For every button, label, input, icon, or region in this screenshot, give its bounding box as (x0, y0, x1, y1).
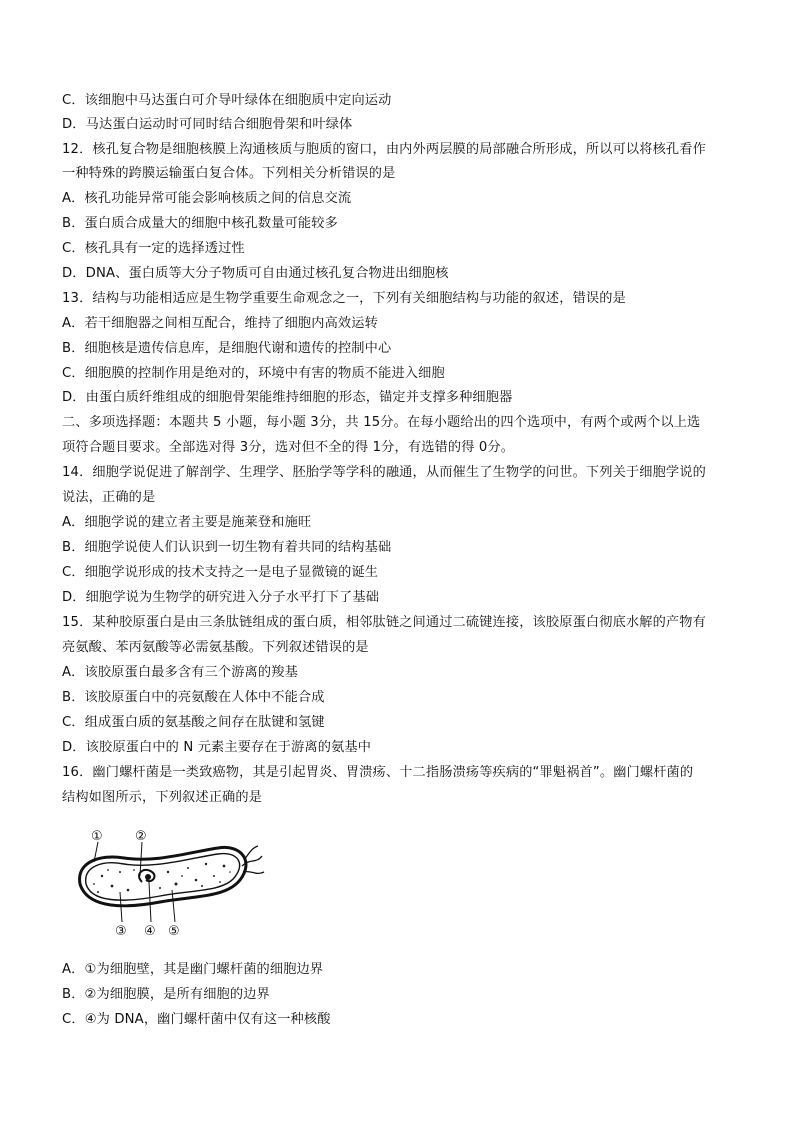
option-12a: A．核孔功能异常可能会影响核质之间的信息交流 (62, 191, 352, 206)
nucleoid-center (145, 874, 151, 880)
option-16c: C．④为 DNA，幽门螺杆菌中仅有这一种核酸 (62, 1012, 331, 1027)
option-13c: C．细胞膜的控制作用是绝对的，环境中有害的物质不能进入细胞 (62, 366, 445, 381)
option-11c: C．该细胞中马达蛋白可介导叶绿体在细胞质中定向运动 (62, 93, 392, 108)
question-12-stem-cont: 一种特殊的跨膜运输蛋白复合体。下列相关分析错误的是 (62, 166, 396, 181)
question-14-stem-cont: 说法，正确的是 (62, 490, 156, 505)
option-14a: A．细胞学说的建立者主要是施莱登和施旺 (62, 515, 312, 530)
label-5: ⑤ (168, 924, 180, 938)
question-15-stem: 15．某种胶原蛋白是由三条肽链组成的蛋白质，相邻肽链之间通过二硫键连接，该胶原蛋白彻底水解的产物有 (62, 615, 706, 630)
question-16-stem-cont: 结构如图所示，下列叙述正确的是 (62, 790, 263, 805)
question-14-stem: 14．细胞学说促进了解剖学、生理学、胚胎学等学科的融通，从而催生了生物学的问世。下列关于细胞学说的 (62, 465, 706, 480)
question-15-stem-cont: 亮氨酸、苯丙氨酸等必需氨基酸。下列叙述错误的是 (62, 640, 369, 655)
helicobacter-diagram (72, 826, 272, 938)
label-4: ④ (144, 924, 156, 938)
option-12b: B．蛋白质合成量大的细胞中核孔数量可能较多 (62, 216, 338, 231)
label-2: ② (135, 829, 147, 844)
option-15d: D．该胶原蛋白中的 N 元素主要存在于游离的氨基中 (62, 740, 372, 755)
option-13a: A．若干细胞器之间相互配合，维持了细胞内高效运转 (62, 316, 378, 331)
flagellum (243, 872, 264, 874)
option-14c: C．细胞学说形成的技术支持之一是电子显微镜的诞生 (62, 565, 379, 580)
flagellum (244, 846, 258, 860)
label-1: ① (91, 829, 103, 844)
section-2-instructions: 项符合题目要求。全部选对得 3分，选对但不全的得 1分，有选错的得 0分。 (62, 440, 515, 455)
question-13-stem: 13．结构与功能相适应是生物学重要生命观念之一，下列有关细胞结构与功能的叙述，错误的是 (62, 291, 626, 306)
option-15a: A．该胶原蛋白最多含有三个游离的羧基 (62, 665, 298, 680)
label-3: ③ (115, 924, 127, 938)
option-13b: B．细胞核是遗传信息库，是细胞代谢和遗传的控制中心 (62, 341, 392, 356)
section-2-heading: 二、多项选择题：本题共 5 小题，每小题 3分，共 15分。在每小题给出的四个选项中，有两个或两个以上选 (62, 415, 701, 430)
option-12c: C．核孔具有一定的选择透过性 (62, 241, 245, 256)
option-14d: D．细胞学说为生物学的研究进入分子水平打下了基础 (62, 590, 380, 605)
option-16b: B．②为细胞膜，是所有细胞的边界 (62, 987, 270, 1002)
option-14b: B．细胞学说使人们认识到一切生物有着共同的结构基础 (62, 540, 392, 555)
option-16a: A．①为细胞壁，其是幽门螺杆菌的细胞边界 (62, 962, 324, 977)
option-12d: D．DNA、蛋白质等大分子物质可自由通过核孔复合物进出细胞核 (62, 266, 449, 281)
option-15c: C．组成蛋白质的氨基酸之间存在肽键和氢键 (62, 715, 325, 730)
option-15b: B．该胶原蛋白中的亮氨酸在人体中不能合成 (62, 690, 325, 705)
option-11d: D．马达蛋白运动时可同时结合细胞骨架和叶绿体 (62, 117, 353, 132)
option-13d: D．由蛋白质纤维组成的细胞骨架能维持细胞的形态，锚定并支撑多种细胞器 (62, 390, 513, 405)
question-16-stem: 16．幽门螺杆菌是一类致癌物，其是引起胃炎、胃溃疡、十二指肠溃疡等疾病的“罪魁祸首”。幽门螺杆菌的 (62, 765, 694, 780)
question-12-stem: 12．核孔复合物是细胞核膜上沟通核质与胞质的窗口，由内外两层膜的局部融合所形成，所以可以将核孔看作 (62, 142, 706, 157)
cell-wall-outline (80, 847, 246, 905)
